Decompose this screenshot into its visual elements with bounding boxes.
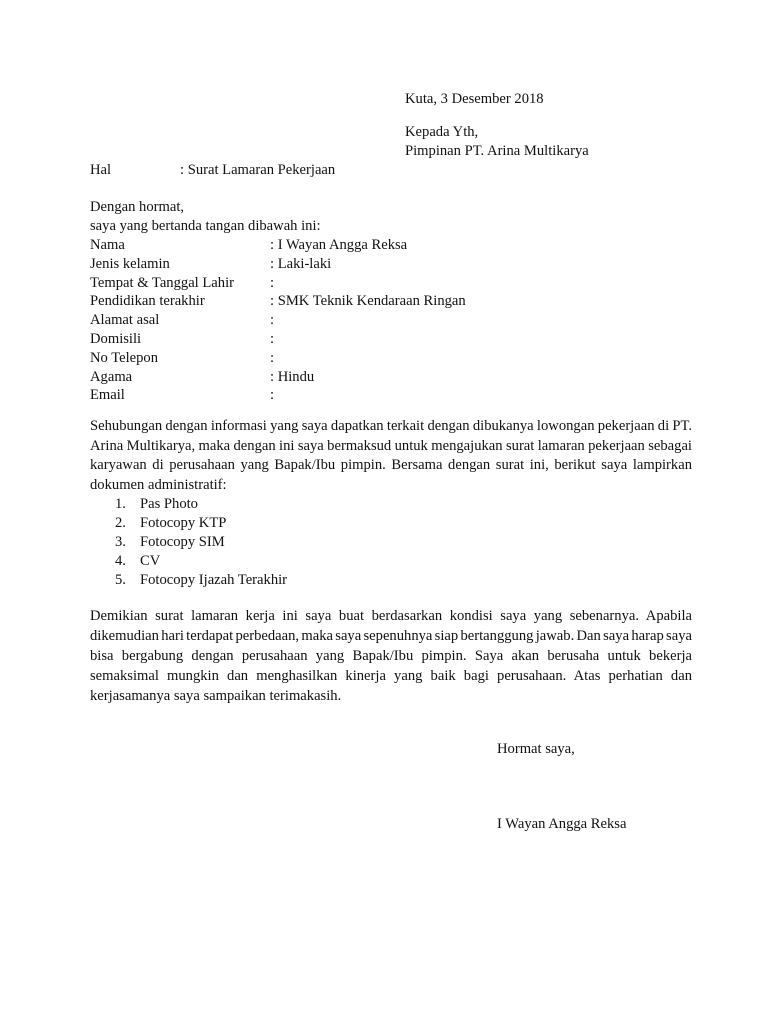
field-value: : Laki-laki <box>270 255 332 272</box>
field-value: : SMK Teknik Kendaraan Ringan <box>270 293 466 310</box>
field-value: : <box>270 312 275 329</box>
list-number: 4. <box>115 553 126 570</box>
place-date: Kuta, 3 Desember 2018 <box>405 91 544 107</box>
list-number: 2. <box>115 515 126 532</box>
paragraph-line: dikemudian hari terdapat perbedaan, maka saya sepenuhnya siap bertanggung jawab. Dan saya harap saya <box>90 628 692 644</box>
field-label: Agama <box>90 368 133 385</box>
paragraph-line: Demikian surat lamaran kerja ini saya buat berdasarkan kondisi saya yang sebenarnya. Apabila <box>90 608 692 624</box>
list-item: Fotocopy SIM <box>140 534 225 551</box>
field-value: : <box>270 349 275 366</box>
list-number: 1. <box>115 496 126 512</box>
field-label: Nama <box>90 237 125 253</box>
list-item: Fotocopy KTP <box>140 515 227 532</box>
field-label: Alamat asal <box>90 312 160 329</box>
list-item: Pas Photo <box>140 496 198 512</box>
signatory-name: I Wayan Angga Reksa <box>497 816 627 832</box>
field-label: Pendidikan terakhir <box>90 293 205 310</box>
list-item: Fotocopy Ijazah Terakhir <box>140 572 288 589</box>
field-label: Jenis kelamin <box>90 255 170 272</box>
subject-label: Hal <box>90 162 112 178</box>
recipient-line-1: Kepada Yth, <box>405 124 479 140</box>
recipient-line-2: Pimpinan PT. Arina Multikarya <box>405 143 589 159</box>
paragraph-line: bisa bergabung dengan perusahaan yang Bapak/Ibu pimpin. Saya akan berusaha untuk bekerja <box>90 648 692 664</box>
field-value: : Hindu <box>270 368 315 385</box>
field-label: Email <box>90 387 125 404</box>
paragraph-line: Arina Multikarya, maka dengan ini saya bermaksud untuk mengajukan surat lamaran pekerjaan sebagai <box>90 437 692 454</box>
field-value: : <box>270 274 275 291</box>
field-value: : <box>270 331 275 347</box>
subject-value: : Surat Lamaran Pekerjaan <box>180 162 336 178</box>
field-label: No Telepon <box>90 349 159 366</box>
paragraph-line: kerjasamanya saya sampaikan terimakasih. <box>90 688 342 704</box>
list-number: 3. <box>115 534 126 551</box>
closing: Hormat saya, <box>497 741 575 757</box>
field-label: Domisili <box>90 331 142 347</box>
list-number: 5. <box>115 572 126 589</box>
paragraph-line: Sehubungan dengan informasi yang saya dapatkan terkait dengan dibukanya lowongan pekerjaan di PT. <box>90 418 692 434</box>
intro: saya yang bertanda tangan dibawah ini: <box>90 218 321 234</box>
list-item: CV <box>140 553 161 570</box>
field-value: : I Wayan Angga Reksa <box>270 237 408 253</box>
paragraph-line: dokumen administratif: <box>90 477 227 494</box>
field-label: Tempat & Tanggal Lahir <box>90 274 234 291</box>
paragraph-line: karyawan di perusahaan yang Bapak/Ibu pimpin. Bersama dengan surat ini, berikut saya lampirkan <box>90 457 692 474</box>
paragraph-line: semaksimal mungkin dan menghasilkan kinerja yang baik bagi perusahaan. Atas perhatian dan <box>90 668 692 684</box>
greeting: Dengan hormat, <box>90 199 185 215</box>
field-value: : <box>270 387 275 404</box>
